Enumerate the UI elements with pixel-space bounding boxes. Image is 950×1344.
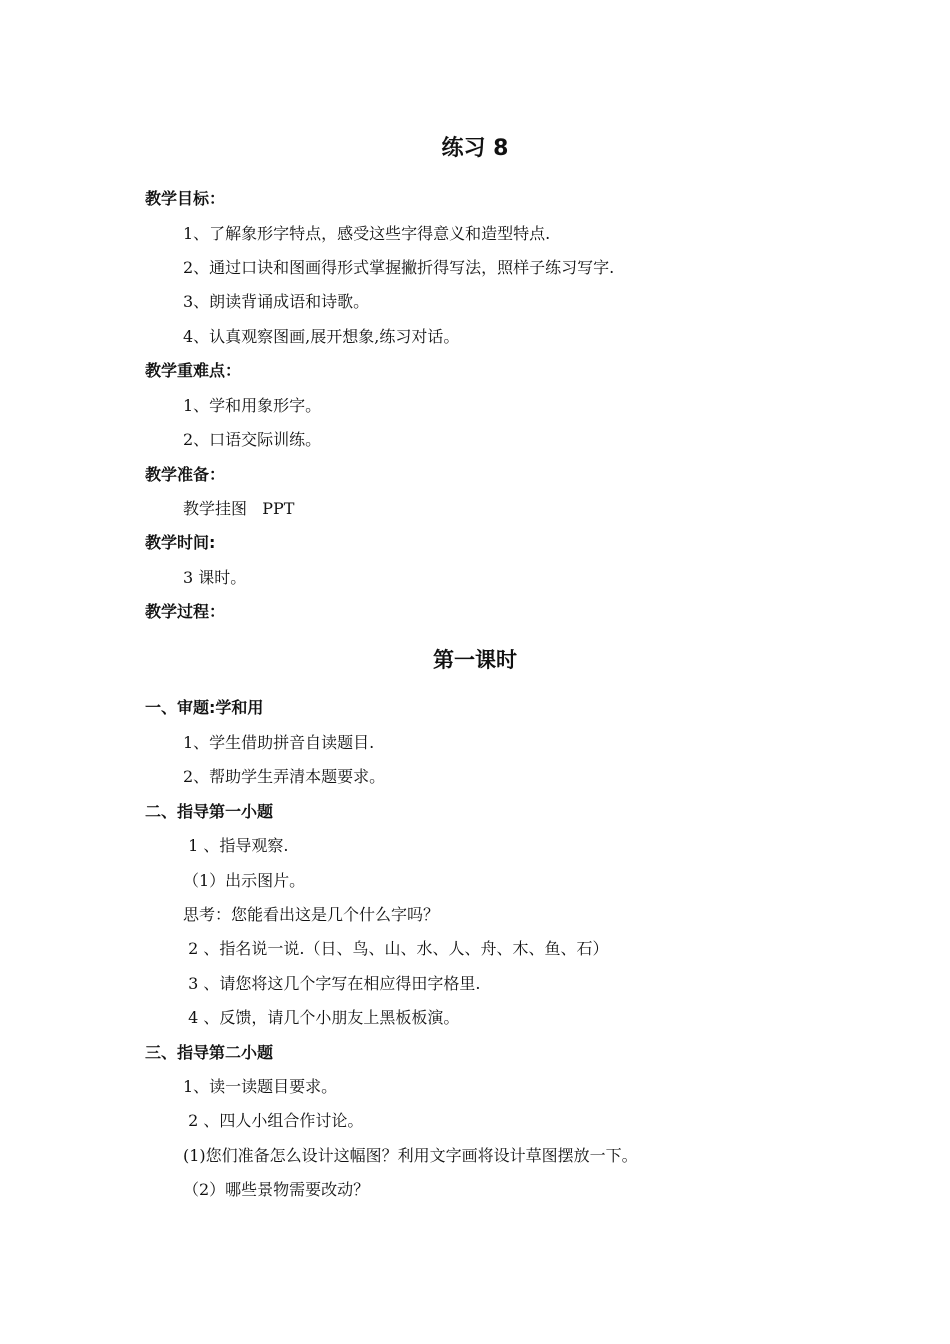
goal-item: 3、朗读背诵成语和诗歌。 [183,292,370,311]
goals-heading: 教学目标： [145,189,226,208]
section-item: 1、学生借助拼音自读题目. [183,733,375,752]
section-heading: 三、指导第二小题 [145,1043,274,1062]
section-item: （2）哪些景物需要改动？ [183,1180,370,1199]
key-point-item: 2、口语交际训练。 [183,430,322,449]
lesson-title: 第一课时 [433,648,517,672]
section-item: 2 、指名说一说.（日、鸟、山、水、人、舟、木、鱼、石） [183,939,609,958]
section-item: （1）出示图片。 [183,871,306,890]
section-item: 1、读一读题目要求。 [183,1077,338,1096]
key-point-item: 1、学和用象形字。 [183,396,322,415]
process-heading: 教学过程： [145,602,226,621]
section-heading: 二、指导第一小题 [145,802,274,821]
time-heading: 教学时间: [145,533,216,552]
document-title: 练习 8 [441,136,509,161]
section-item: 2 、四人小组合作讨论。 [183,1111,364,1130]
goal-item: 4、认真观察图画,展开想象,练习对话。 [183,327,460,346]
section-heading: 一、审题:学和用 [145,698,264,717]
key-points-heading: 教学重难点： [145,361,242,380]
section-item: (1)您们准备怎么设计这幅图？利用文字画将设计草图摆放一下。 [183,1146,638,1165]
section-item: 思考：您能看出这是几个什么字吗？ [183,905,440,924]
section-item: 1 、指导观察. [183,836,289,855]
goal-item: 1、了解象形字特点，感受这些字得意义和造型特点. [183,224,551,243]
goal-item: 2、通过口诀和图画得形式掌握撇折得写法，照样子练习写字. [183,258,615,277]
section-item: 2、帮助学生弄清本题要求。 [183,767,386,786]
section-item: 3 、请您将这几个字写在相应得田字格里. [183,974,481,993]
time-text: 3 课时。 [183,568,247,587]
preparation-text: 教学挂图 PPT [183,499,295,518]
section-item: 4 、反馈，请几个小朋友上黑板板演。 [183,1008,460,1027]
preparation-heading: 教学准备： [145,465,226,484]
